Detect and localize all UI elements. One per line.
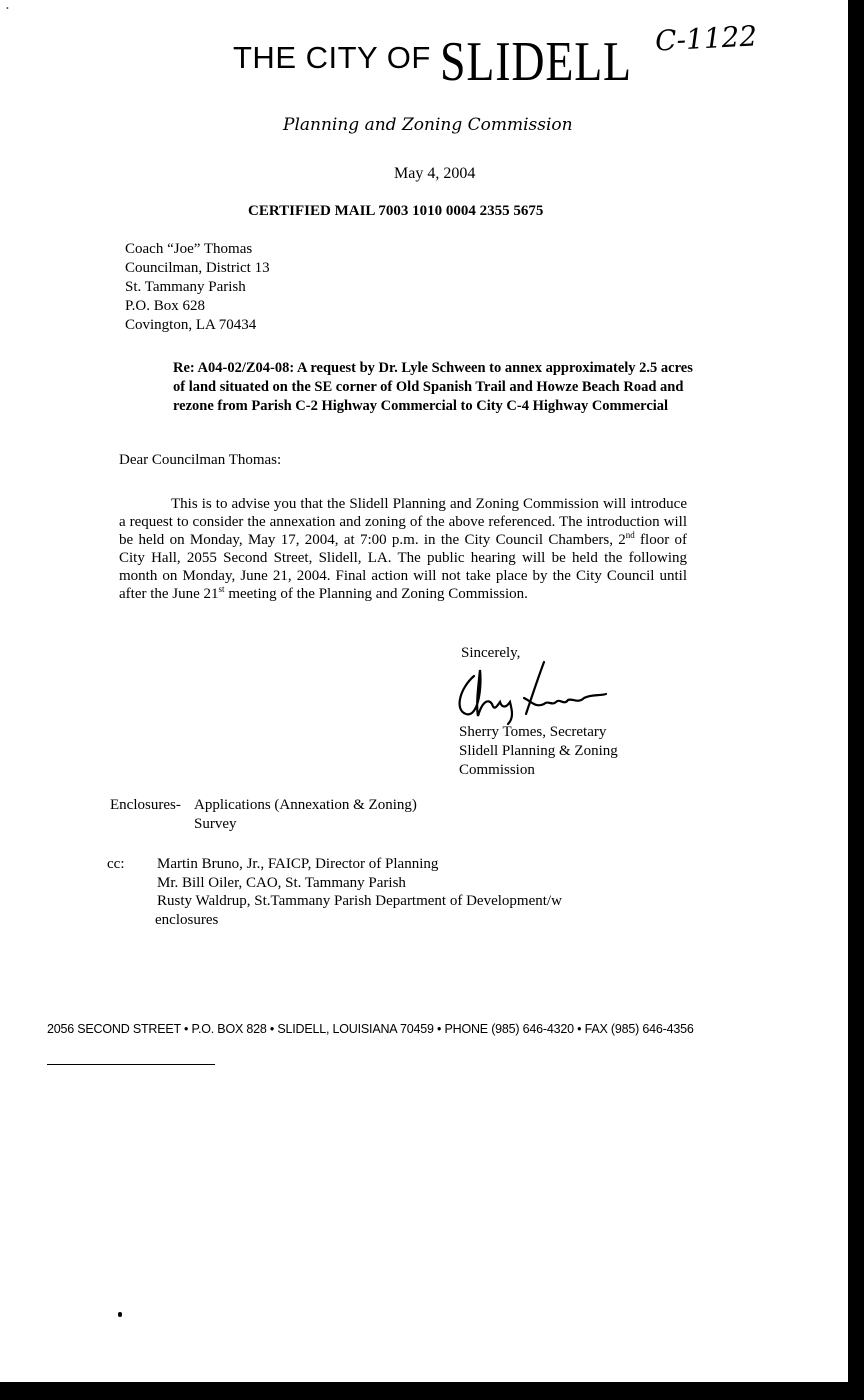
cc-recipient: enclosures [155,911,219,928]
signer-line: Sherry Tomes, Secretary [459,724,607,740]
enclosures-label: Enclosures- [110,797,181,813]
closing: Sincerely, [461,645,521,661]
scan-speck [118,1312,122,1317]
certified-mail-number: CERTIFIED MAIL 7003 1010 0004 2355 5675 [248,203,544,219]
footer-rule [47,1064,215,1065]
cc-list [107,855,562,929]
letter-body [119,495,687,603]
enclosure-item: Survey [194,816,237,832]
signer-block [459,723,618,780]
letterhead-subtitle: Planning and Zoning Commission [283,115,573,135]
cc-recipient: Mr. Bill Oiler, CAO, St. Tammany Parish [157,874,406,891]
address-line: Councilman, District 13 [125,260,270,276]
letterhead-footer: 2056 SECOND STREET • P.O. BOX 828 • SLIDELL, LOUISIANA 70459 • PHONE (985) 646-4320 • FAX (985) 646-4356 [47,1022,694,1036]
recipient-address [125,240,270,335]
signer-line: Commission [459,762,535,778]
signature [452,658,612,728]
body-text: This is to advise you that the Slidell Planning and Zoning Commission will introduce a request to consider the annexation and zoning of the above referenced. The introduction will be held on Monday, May 17, 2004, at 7:00 p.m. in the City Council Chambers, 2 [119,496,687,548]
address-line: Covington, LA 70434 [125,317,257,333]
cc-label: cc: [107,856,125,872]
salutation: Dear Councilman Thomas: [119,452,282,468]
body-text: floor of City Hall, 2055 Second Street, Slidell, LA. The public hearing will be held the following month on Monday, June 21, 2004. Final action will not take place by the City Council until after the June 21 [119,532,687,602]
letterhead-city-prefix: THE CITY OF [233,40,431,75]
cc-recipient: Martin Bruno, Jr., FAICP, Director of Planning [157,856,439,872]
address-line: Coach “Joe” Thomas [125,241,253,257]
letterhead-city-name: SLIDELL [440,31,632,93]
scan-mark: • [6,4,9,13]
ordinal-suffix: nd [625,530,635,540]
cc-recipient: Rusty Waldrup, St.Tammany Parish Department of Development/w [157,893,562,909]
ordinal-suffix: st [218,584,225,594]
signer-line: Slidell Planning & Zoning [459,743,618,759]
enclosure-item: Applications (Annexation & Zoning) [194,797,417,813]
letter-date: May 4, 2004 [394,165,476,182]
body-text: meeting of the Planning and Zoning Commission. [224,586,528,602]
enclosures [110,796,417,834]
handwritten-file-number: C-1122 [654,19,758,58]
address-line: P.O. Box 628 [125,298,206,314]
subject-line: Re: A04-02/Z04-08: A request by Dr. Lyle Schween to annex approximately 2.5 acres of land situated on the SE corner of Old Spanish Trail and Howze Beach Road and rezone from Parish C-2 Highway Commercial to City C-4 Highway Commercial [173,360,693,414]
address-line: St. Tammany Parish [125,279,246,295]
